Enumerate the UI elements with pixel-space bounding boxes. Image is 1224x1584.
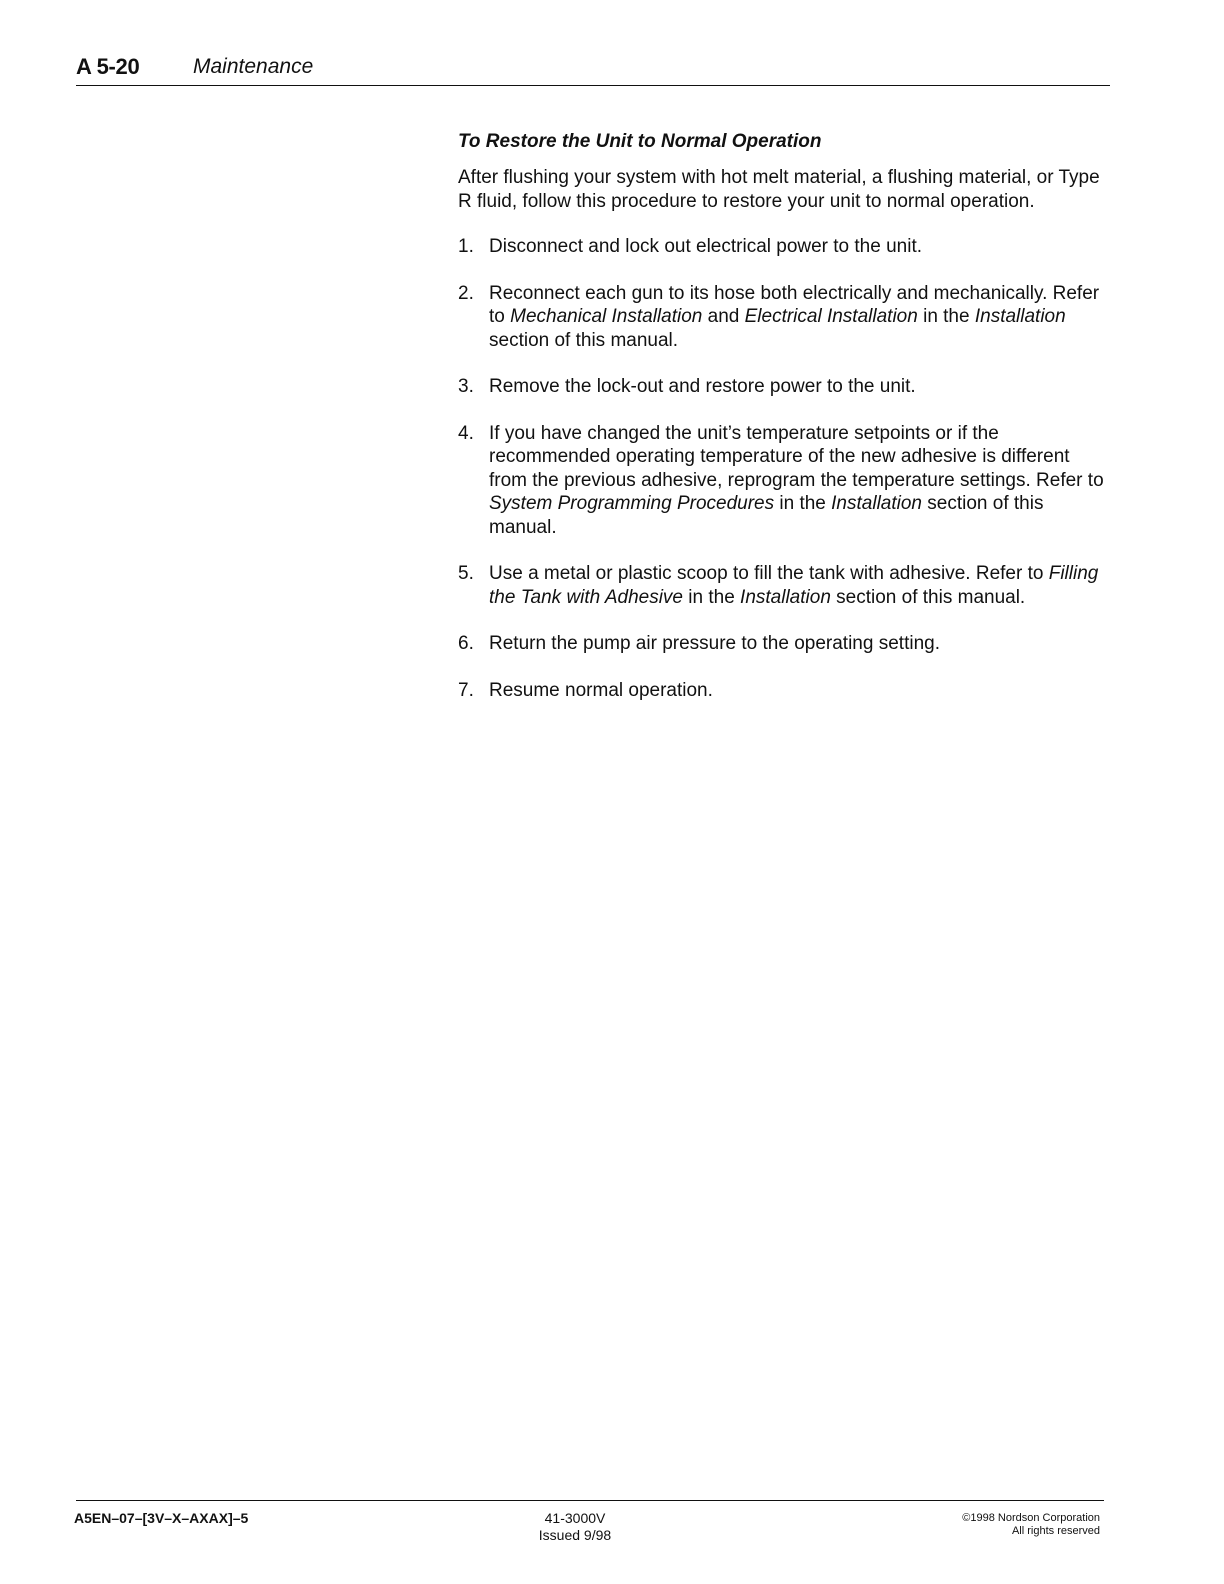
step-reference: Filling the Tank with Adhesive: [489, 563, 1099, 608]
step-reference: Installation: [740, 586, 831, 608]
footer-divider: [76, 1500, 1104, 1501]
footer-center: [510, 1510, 640, 1544]
step-text-segment: Resume normal operation.: [489, 679, 713, 701]
procedure-steps: [458, 235, 1108, 702]
step-number: 3.: [458, 376, 474, 397]
procedure-step: [458, 632, 1108, 656]
step-reference: Mechanical Installation: [510, 306, 703, 327]
procedure-step: [458, 235, 1108, 259]
doc-code: A5EN–07–[3V–X–AXAX]–5: [74, 1510, 249, 1526]
step-text-segment: Reconnect each gun to its hose both electrically and mechanically. Refer to: [489, 282, 1100, 327]
procedure-step: [458, 422, 1108, 540]
step-text: [489, 633, 940, 654]
step-text-segment: Remove the lock-out and restore power to the unit.: [489, 376, 916, 397]
intro-paragraph: After flushing your system with hot melt material, a flushing material, or Type R fluid, follow this procedure to restore your unit to normal operation.: [458, 167, 1100, 212]
step-number: 1.: [458, 236, 474, 257]
step-text: [489, 680, 713, 701]
step-number: 2.: [458, 282, 474, 304]
procedure-heading: To Restore the Unit to Normal Operation: [458, 131, 822, 152]
rights-text: All rights reserved: [1011, 1525, 1100, 1537]
step-text: [489, 236, 922, 257]
issue-date: Issued 9/98: [538, 1527, 612, 1543]
procedure-step: [458, 562, 1108, 609]
step-text-segment: and: [702, 306, 745, 327]
step-text-segment: in the: [917, 306, 975, 327]
part-number: 41-3000V: [544, 1510, 606, 1526]
footer-copyright: [962, 1512, 1100, 1538]
step-reference: Installation: [974, 306, 1066, 327]
step-text: [489, 376, 916, 397]
procedure-content: [458, 130, 1108, 725]
procedure-step: [458, 282, 1108, 353]
step-text-segment: If you have changed the unit’s temperature setpoints or if the recommended operating temperature of the new adhesive is different from the previous adhesive, reprogram the temperature settings. Refer to: [489, 422, 1104, 491]
section-name: Maintenance: [193, 55, 314, 78]
page-number: A 5-20: [76, 54, 140, 79]
copyright-text: ©1998 Nordson Corporation: [962, 1512, 1100, 1524]
step-text: [489, 283, 1099, 351]
step-text-segment: Return the pump air pressure to the operating setting.: [489, 633, 940, 654]
step-number: 7.: [458, 679, 474, 701]
step-text-segment: Use a metal or plastic scoop to fill the tank with adhesive. Refer to: [489, 563, 1049, 584]
step-text-segment: section of this manual.: [489, 329, 679, 351]
step-text-segment: Disconnect and lock out electrical power to the unit.: [489, 236, 923, 257]
step-text-segment: section of this manual.: [489, 493, 1044, 538]
step-number: 5.: [458, 563, 474, 584]
step-reference: System Programming Procedures: [489, 493, 775, 514]
step-text-segment: section of this manual.: [830, 586, 1026, 608]
procedure-step: [458, 679, 1108, 703]
step-reference: Electrical Installation: [744, 306, 918, 327]
step-text-segment: in the: [774, 493, 832, 514]
page-header: [76, 52, 1110, 88]
step-text: [489, 423, 1104, 538]
procedure-step: [458, 375, 1108, 399]
step-text: [489, 563, 1098, 608]
header-divider: [76, 85, 1110, 86]
step-reference: Installation: [831, 493, 922, 514]
step-number: 6.: [458, 633, 474, 654]
step-text-segment: in the: [683, 586, 741, 608]
step-number: 4.: [458, 422, 474, 444]
